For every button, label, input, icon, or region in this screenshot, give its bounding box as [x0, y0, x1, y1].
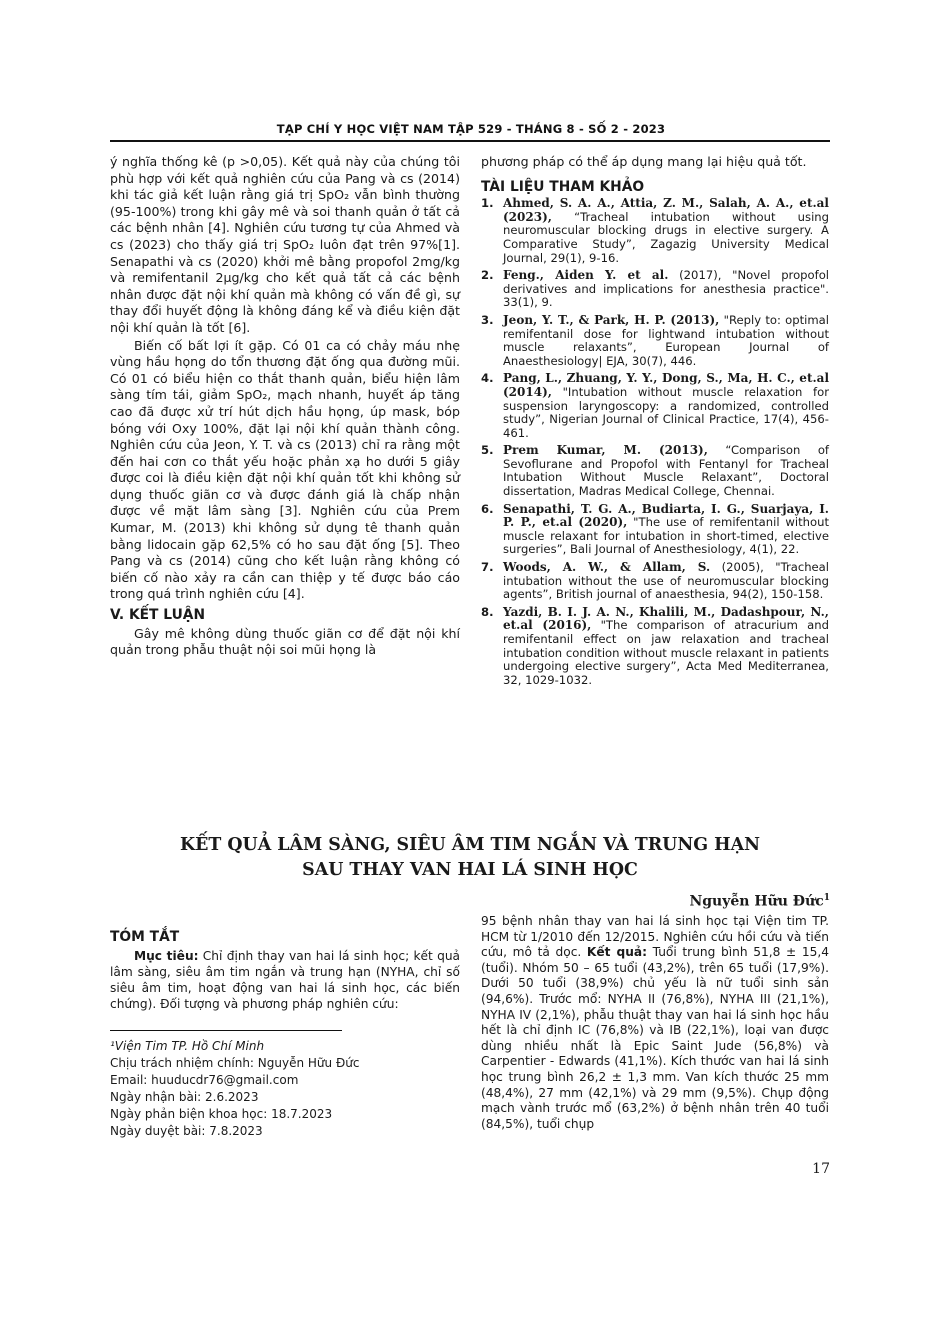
discussion-paragraph-1: ý nghĩa thống kê (p >0,05). Kết quả này của chúng tôi phù hợp với kết quả nghiên cứu của Pang và cs (2014) khi tác giả kết luận rằng giá trị SpO₂ vẫn bình thường (95-100%) trong khi gây mê và soi thanh quản ở tất cả các bệnh nhân [4]. Nghiên cứu tương tự của Ahmed và cs (2023) cho thấy giá trị SpO₂ luôn đạt trên 97%[1]. Senapathi và cs (2020) khởi mê bằng propofol 2mg/kg và remifentanil 2μg/kg cho kết quả tất cả các bệnh nhân được đặt nội khí quản mà không có vấn đề gì, sự thay đổi huyết động là không đáng kể và điều kiện đặt nội khí quản là tốt [6].	[110, 154, 460, 335]
references-heading: TÀI LIỆU THAM KHẢO	[481, 178, 645, 195]
right-column	[481, 154, 829, 691]
conclusion-continuation: phương pháp có thể áp dụng mang lại hiệu quả tốt.	[481, 154, 807, 169]
article-author: Nguyễn Hữu Đức$^1$	[689, 893, 830, 910]
abstract-right	[481, 914, 829, 1132]
abstract-objective-label: Mục tiêu:	[134, 949, 199, 963]
footnote-rule	[110, 1030, 342, 1031]
footnote-responsible: Chịu trách nhiệm chính: Nguyễn Hữu Đức	[110, 1056, 360, 1070]
page-number: 17	[812, 1161, 830, 1177]
conclusion-text: Gây mê không dùng thuốc giãn cơ để đặt nội khí quản trong phẫu thuật nội soi mũi họng là	[110, 625, 460, 658]
reference-item: 8. Yazdi, B. I. J. A. N., Khalili, M., Dadashpour, N., et.al (2016), "The comparison of atracurium and remifentanil effect on jaw relaxation and tracheal intubation condition without muscle relaxant in patients undergoing elective surgery”, Acta Med Mediterranea, 32, 1029-1032.	[481, 604, 829, 687]
reference-item: 3. Jeon, Y. T., & Park, H. P. (2013), "Reply to: optimal remifentanil dose for lightwand intubation without muscle relaxants”, European Journal of Anaesthesiology| EJA, 30(7), 446.	[481, 312, 830, 368]
footnote-email: Email: huuducdr76@gmail.com	[110, 1073, 299, 1087]
article-title-line-2: SAU THAY VAN HAI LÁ SINH HỌC	[302, 860, 638, 880]
left-column	[110, 154, 460, 659]
abstract-heading: TÓM TẮT	[110, 929, 180, 945]
abstract-objective-text: Chỉ định thay van hai lá sinh học; kết quả lâm sàng, siêu âm tim ngắn và trung hạn (NYHA, chỉ số siêu âm tim, hoạt động van hai lá sinh học, các biến chứng). Đối tượng và phương pháp nghiên cứu:	[110, 949, 461, 1011]
abstract-subjects-text: 95 bệnh nhân thay van hai lá sinh học tại Viện tim TP. HCM từ 1/2010 đến 12/2015. Nghiên cứu hồi cứu và tiến cứu, mô tả dọc.	[481, 914, 829, 960]
footnote-affiliation: ¹Viện Tim TP. Hồ Chí Minh	[110, 1039, 265, 1053]
header-rule	[110, 140, 830, 142]
footnote-reviewed: Ngày phản biện khoa học: 18.7.2023	[110, 1107, 333, 1121]
reference-item: 4. Pang, L., Zhuang, Y. Y., Dong, S., Ma, H. C., et.al (2014), "Intubation without muscle relaxation for suspension laryngoscopy: a randomized, controlled study”, Nigerian Journal of Clinical Practice, 17(4), 456-461.	[481, 371, 829, 440]
conclusion-heading: V. KẾT LUẬN	[110, 607, 206, 624]
reference-list	[481, 197, 829, 687]
reference-item: 6. Senapathi, T. G. A., Budiarta, I. G., Suarjaya, I. P. P., et.al (2020), "The use of remifentanil without muscle relaxant for intubation in short-timed, elective surgeries”, Bali Journal of Anesthesiology, 4(1), 22.	[481, 501, 829, 557]
abstract-results-label: Kết quả:	[586, 945, 647, 960]
abstract-left	[110, 948, 460, 1012]
discussion-paragraph-2: Biến cố bất lợi ít gặp. Có 01 ca có chảy máu nhẹ vùng hầu họng do tổn thương đặt ống qua đường mũi. Có 01 có biểu hiện co thắt thanh quản, biểu hiện lâm sàng tím tái, giảm SpO₂, mạch nhanh, huyết áp tăng cao đã được xử trí hút dịch hầu họng, úp mask, bóp bóng với Oxy 100%, đặt lại nội khí quản thành công. Nghiên cứu của Jeon, Y. T. và cs (2013) chỉ ra rằng một đến hai cơn co thắt yếu hoặc phản xạ ho dưới 5 giây được coi là điều kiện đặt nội khí quản tốt khi không sử dụng thuốc giãn cơ và được đánh giá là chấp nhận được về mặt lâm sàng [3]. Nghiên cứu của Prem Kumar, M. (2013) khi không sử dụng tê thanh quản bằng lidocain gặp 62,5% có ho sau đặt ống [5]. Theo Pang và cs (2014) cũng cho kết luận rằng không có biến cố nào xảy ra cần can thiệp y tế được báo cáo trong quá trình nghiên cứu [4].	[110, 337, 460, 602]
footnote-received: Ngày nhận bài: 2.6.2023	[110, 1090, 259, 1104]
abstract-results-text: Tuổi trung bình 51,8 ± 15,4 (tuổi). Nhóm 50 – 65 tuổi (43,2%), trên 65 tuổi (17,9%). Dưới 50 tuổi (38,9%) chủ yếu là nữ tuổi sinh sản (94,6%). Trước mổ: NYHA II (76,8%), NYHA III (21,1%), NYHA IV (2,1%), phẫu thuật thay van hai lá sinh học hầu hết là chỉ định IC (76,8%) và IB (22,1%), loại van được dùng nhiều nhất là Epic Saint Jude (56,8%) và Carpentier - Edwards (41,1%). Kích thước van hai lá sinh học trung bình 26,2 ± 1,3 mm. Van kích thước 25 mm (48,4%), 27 mm (42,1%) và 29 mm (9,5%). Chụp động mạch vành trước mổ (63,2%) ở bệnh nhân trên 40 tuổi (84,5%), tuổi chụp	[481, 945, 829, 1131]
article-title	[110, 833, 830, 883]
reference-item: 2. Feng., Aiden Y. et al. (2017), "Novel propofol derivatives and implications for anesthesia practice". 33(1), 9.	[481, 268, 830, 310]
journal-header: TẠP CHÍ Y HỌC VIỆT NAM TẬP 529 - THÁNG 8 - SỐ 2 - 2023	[276, 122, 666, 136]
reference-item: 7. Woods, A. W., & Allam, S. (2005), "Tracheal intubation without the use of neuromuscular blocking agents”, British journal of anaesthesia, 94(2), 150-158.	[481, 560, 830, 602]
article-title-line-1: KẾT QUẢ LÂM SÀNG, SIÊU ÂM TIM NGẮN VÀ TRUNG HẠN	[180, 835, 760, 855]
footnotes	[110, 1038, 460, 1140]
reference-item: 5. Prem Kumar, M. (2013), “Comparison of Sevoflurane and Propofol with Fentanyl for Tracheal Intubation Without Muscle Relaxant”, Doctoral dissertation, Madras Medical College, Chennai.	[481, 443, 829, 499]
footnote-approved: Ngày duyệt bài: 7.8.2023	[110, 1124, 263, 1138]
reference-item: 1. Ahmed, S. A. A., Attia, Z. M., Salah, A. A., et.al (2023), “Tracheal intubation without using neuromuscular blocking drugs in elective surgery. A Comparative Study”, Zagazig University Medical Journal, 29(1), 9-16.	[481, 196, 829, 265]
